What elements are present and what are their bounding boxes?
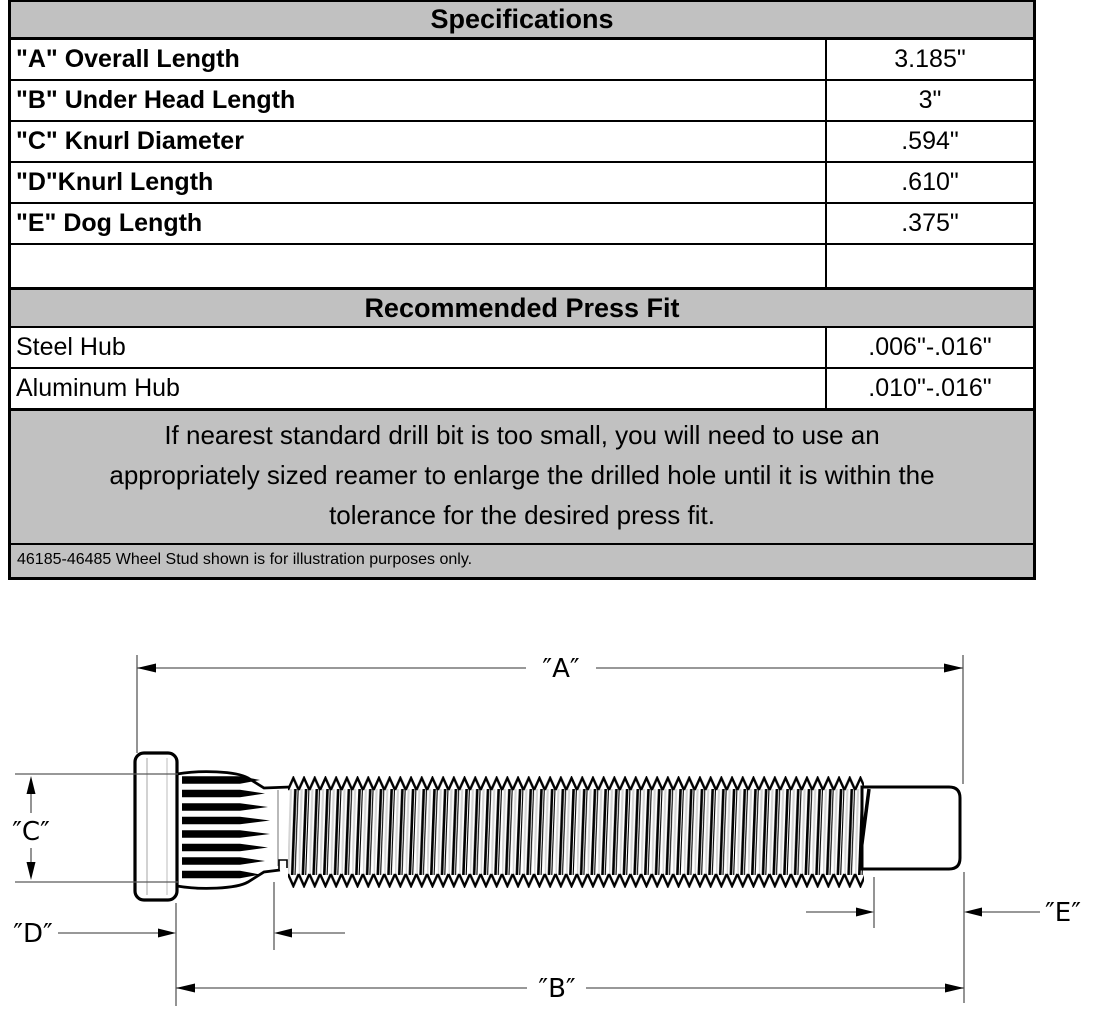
spec-value-d: .610": [825, 163, 1033, 202]
spec-value-b: 3": [825, 81, 1033, 120]
arrow-down-icon: [27, 862, 36, 880]
stud-body: [135, 753, 960, 900]
table-row: [11, 328, 1033, 369]
dimension-d-label: ″D″: [13, 919, 53, 949]
press-fit-label-aluminum: Aluminum Hub: [16, 374, 180, 402]
arrow-up-icon: [27, 776, 36, 794]
spec-value-e: .375": [825, 204, 1033, 243]
note-line-1: If nearest standard drill bit is too small, you will need to use an: [164, 420, 880, 450]
note-line-2: appropriately sized reamer to enlarge the drilled hole until it is within the: [109, 460, 935, 490]
table-row: [11, 204, 1033, 245]
spec-table-title: Specifications: [11, 2, 1033, 40]
arrow-right-icon: [856, 908, 874, 917]
spec-label-e: "E" Dog Length: [16, 209, 203, 237]
dimension-a: [137, 654, 963, 784]
press-fit-value-steel: .006"-.016": [825, 328, 1033, 367]
knurl-section: [177, 772, 290, 889]
spec-label-c: "C" Knurl Diameter: [16, 127, 244, 155]
arrow-left-icon: [964, 908, 982, 917]
dog-section: [861, 787, 960, 869]
table-row: [11, 163, 1033, 204]
table-row: [11, 369, 1033, 411]
arrow-right-icon: [158, 929, 176, 938]
dimension-d: [13, 882, 345, 950]
press-fit-title: Recommended Press Fit: [11, 290, 1033, 328]
spec-label-b: "B" Under Head Length: [16, 86, 296, 114]
arrow-left-icon: [137, 664, 156, 673]
spec-label-a: "A" Overall Length: [16, 45, 240, 73]
spec-value-a: 3.185": [825, 40, 1033, 79]
dimension-b: [176, 872, 964, 1006]
arrow-left-icon: [176, 984, 195, 993]
dimension-e-label: ″E″: [1045, 898, 1081, 928]
wheel-stud-diagram: [0, 590, 1100, 1028]
spec-label-d: "D"Knurl Length: [16, 168, 214, 196]
press-fit-label-steel: Steel Hub: [16, 333, 126, 361]
dimension-c-label: ″C″: [12, 817, 50, 847]
arrow-left-icon: [274, 929, 292, 938]
stud-head: [135, 753, 177, 900]
thread-section: [288, 776, 864, 888]
table-row: [11, 40, 1033, 81]
arrow-right-icon: [944, 664, 963, 673]
table-row: [11, 122, 1033, 163]
illustration-disclaimer: 46185-46485 Wheel Stud shown is for illustration purposes only.: [11, 545, 1033, 577]
table-row: [11, 81, 1033, 122]
dimension-a-label: ″A″: [542, 654, 580, 684]
note-line-3: tolerance for the desired press fit.: [329, 500, 715, 530]
arrow-right-icon: [945, 984, 964, 993]
dimension-b-label: ″B″: [538, 974, 576, 1004]
drill-bit-note: [11, 411, 1033, 545]
press-fit-value-aluminum: .010"-.016": [825, 369, 1033, 408]
spec-table: [8, 0, 1036, 580]
spec-value-c: .594": [825, 122, 1033, 161]
empty-row: [11, 245, 1033, 290]
